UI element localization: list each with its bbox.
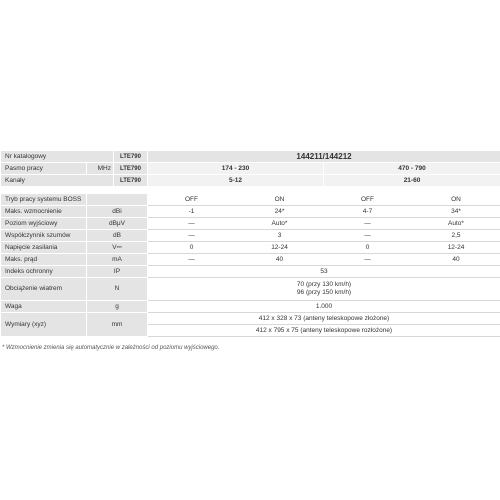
gain-unit: dBi [87, 206, 148, 218]
voltage-value: 0 [324, 242, 412, 254]
output-value: Auto* [236, 218, 324, 230]
voltage-label: Napięcie zasilania [1, 242, 87, 254]
output-value: — [148, 218, 236, 230]
current-value: 40 [236, 254, 324, 266]
weight-row [1, 301, 500, 313]
noise-value: 2,5 [412, 230, 500, 242]
current-row [1, 254, 500, 266]
wind-value-line: 96 (przy 150 km/h) [296, 289, 352, 296]
output-value: Auto* [412, 218, 500, 230]
current-label: Maks. prąd [1, 254, 87, 266]
catalog-number: 144211/144212 [148, 151, 500, 163]
catalog-label: Nr katalogowy [1, 151, 114, 163]
noise-label: Współczynnik szumów [1, 230, 87, 242]
voltage-unit: V⎓ [87, 242, 148, 254]
output-row [1, 218, 500, 230]
channels-value-1: 5-12 [148, 175, 324, 187]
noise-row [1, 230, 500, 242]
wind-value [148, 278, 500, 301]
current-value: 40 [412, 254, 500, 266]
gain-row [1, 206, 500, 218]
ip-unit: IP [87, 266, 148, 278]
channels-row [1, 175, 500, 187]
catalog-row [1, 151, 500, 163]
boss-value: ON [412, 194, 500, 206]
boss-value: OFF [324, 194, 412, 206]
noise-value: — [324, 230, 412, 242]
gain-value: 34* [412, 206, 500, 218]
boss-label: Tryb pracy systemu BOSS [1, 194, 87, 206]
output-label: Poziom wyjściowy [1, 218, 87, 230]
noise-value: — [148, 230, 236, 242]
current-value: — [324, 254, 412, 266]
catalog-model: LTE790 [114, 151, 148, 163]
ip-value: 53 [148, 266, 500, 278]
boss-value: OFF [148, 194, 236, 206]
band-row [1, 163, 500, 175]
noise-unit: dB [87, 230, 148, 242]
channels-value-2: 21-60 [324, 175, 500, 187]
band-unit: MHz [87, 163, 114, 175]
gain-value: 4-7 [324, 206, 412, 218]
boss-unit [87, 194, 148, 206]
gain-value: -1 [148, 206, 236, 218]
wind-unit: N [87, 278, 148, 301]
noise-value: 3 [236, 230, 324, 242]
wind-row [1, 278, 500, 301]
band-value-2: 470 - 790 [324, 163, 500, 175]
current-value: — [148, 254, 236, 266]
wind-value-line: 70 (przy 130 km/h) [296, 281, 352, 288]
channels-label: Kanały [1, 175, 114, 187]
ip-row [1, 266, 500, 278]
dims-row-1 [1, 313, 500, 325]
dims-unit: mm [87, 313, 148, 337]
band-model: LTE790 [114, 163, 148, 175]
weight-unit: g [87, 301, 148, 313]
gain-value: 24* [236, 206, 324, 218]
voltage-row [1, 242, 500, 254]
output-unit: dBμV [87, 218, 148, 230]
dims-label: Wymiary (xyz) [1, 313, 87, 337]
footnote: * Wzmocnienie zmienia się automatycznie w zależności od poziomu wyjściowego. [2, 345, 220, 351]
boss-value: ON [236, 194, 324, 206]
dims-value: 412 x 328 x 73 (anteny teleskopowe złożone) [148, 313, 500, 325]
band-value-1: 174 - 230 [148, 163, 324, 175]
wind-label: Obciążenie wiatrem [1, 278, 87, 301]
current-unit: mA [87, 254, 148, 266]
voltage-value: 12-24 [412, 242, 500, 254]
voltage-value: 12-24 [236, 242, 324, 254]
weight-value: 1.000 [148, 301, 500, 313]
output-value: — [324, 218, 412, 230]
ip-label: Indeks ochronny [1, 266, 87, 278]
boss-row [1, 194, 500, 206]
channels-model: LTE790 [114, 175, 148, 187]
gain-label: Maks. wzmocnienie [1, 206, 87, 218]
dims-value: 412 x 795 x 75 (anteny teleskopowe rozłożone) [148, 325, 500, 337]
specs-table [0, 193, 500, 337]
weight-label: Waga [1, 301, 87, 313]
voltage-value: 0 [148, 242, 236, 254]
band-label: Pasmo pracy [1, 163, 87, 175]
header-table [0, 150, 500, 187]
